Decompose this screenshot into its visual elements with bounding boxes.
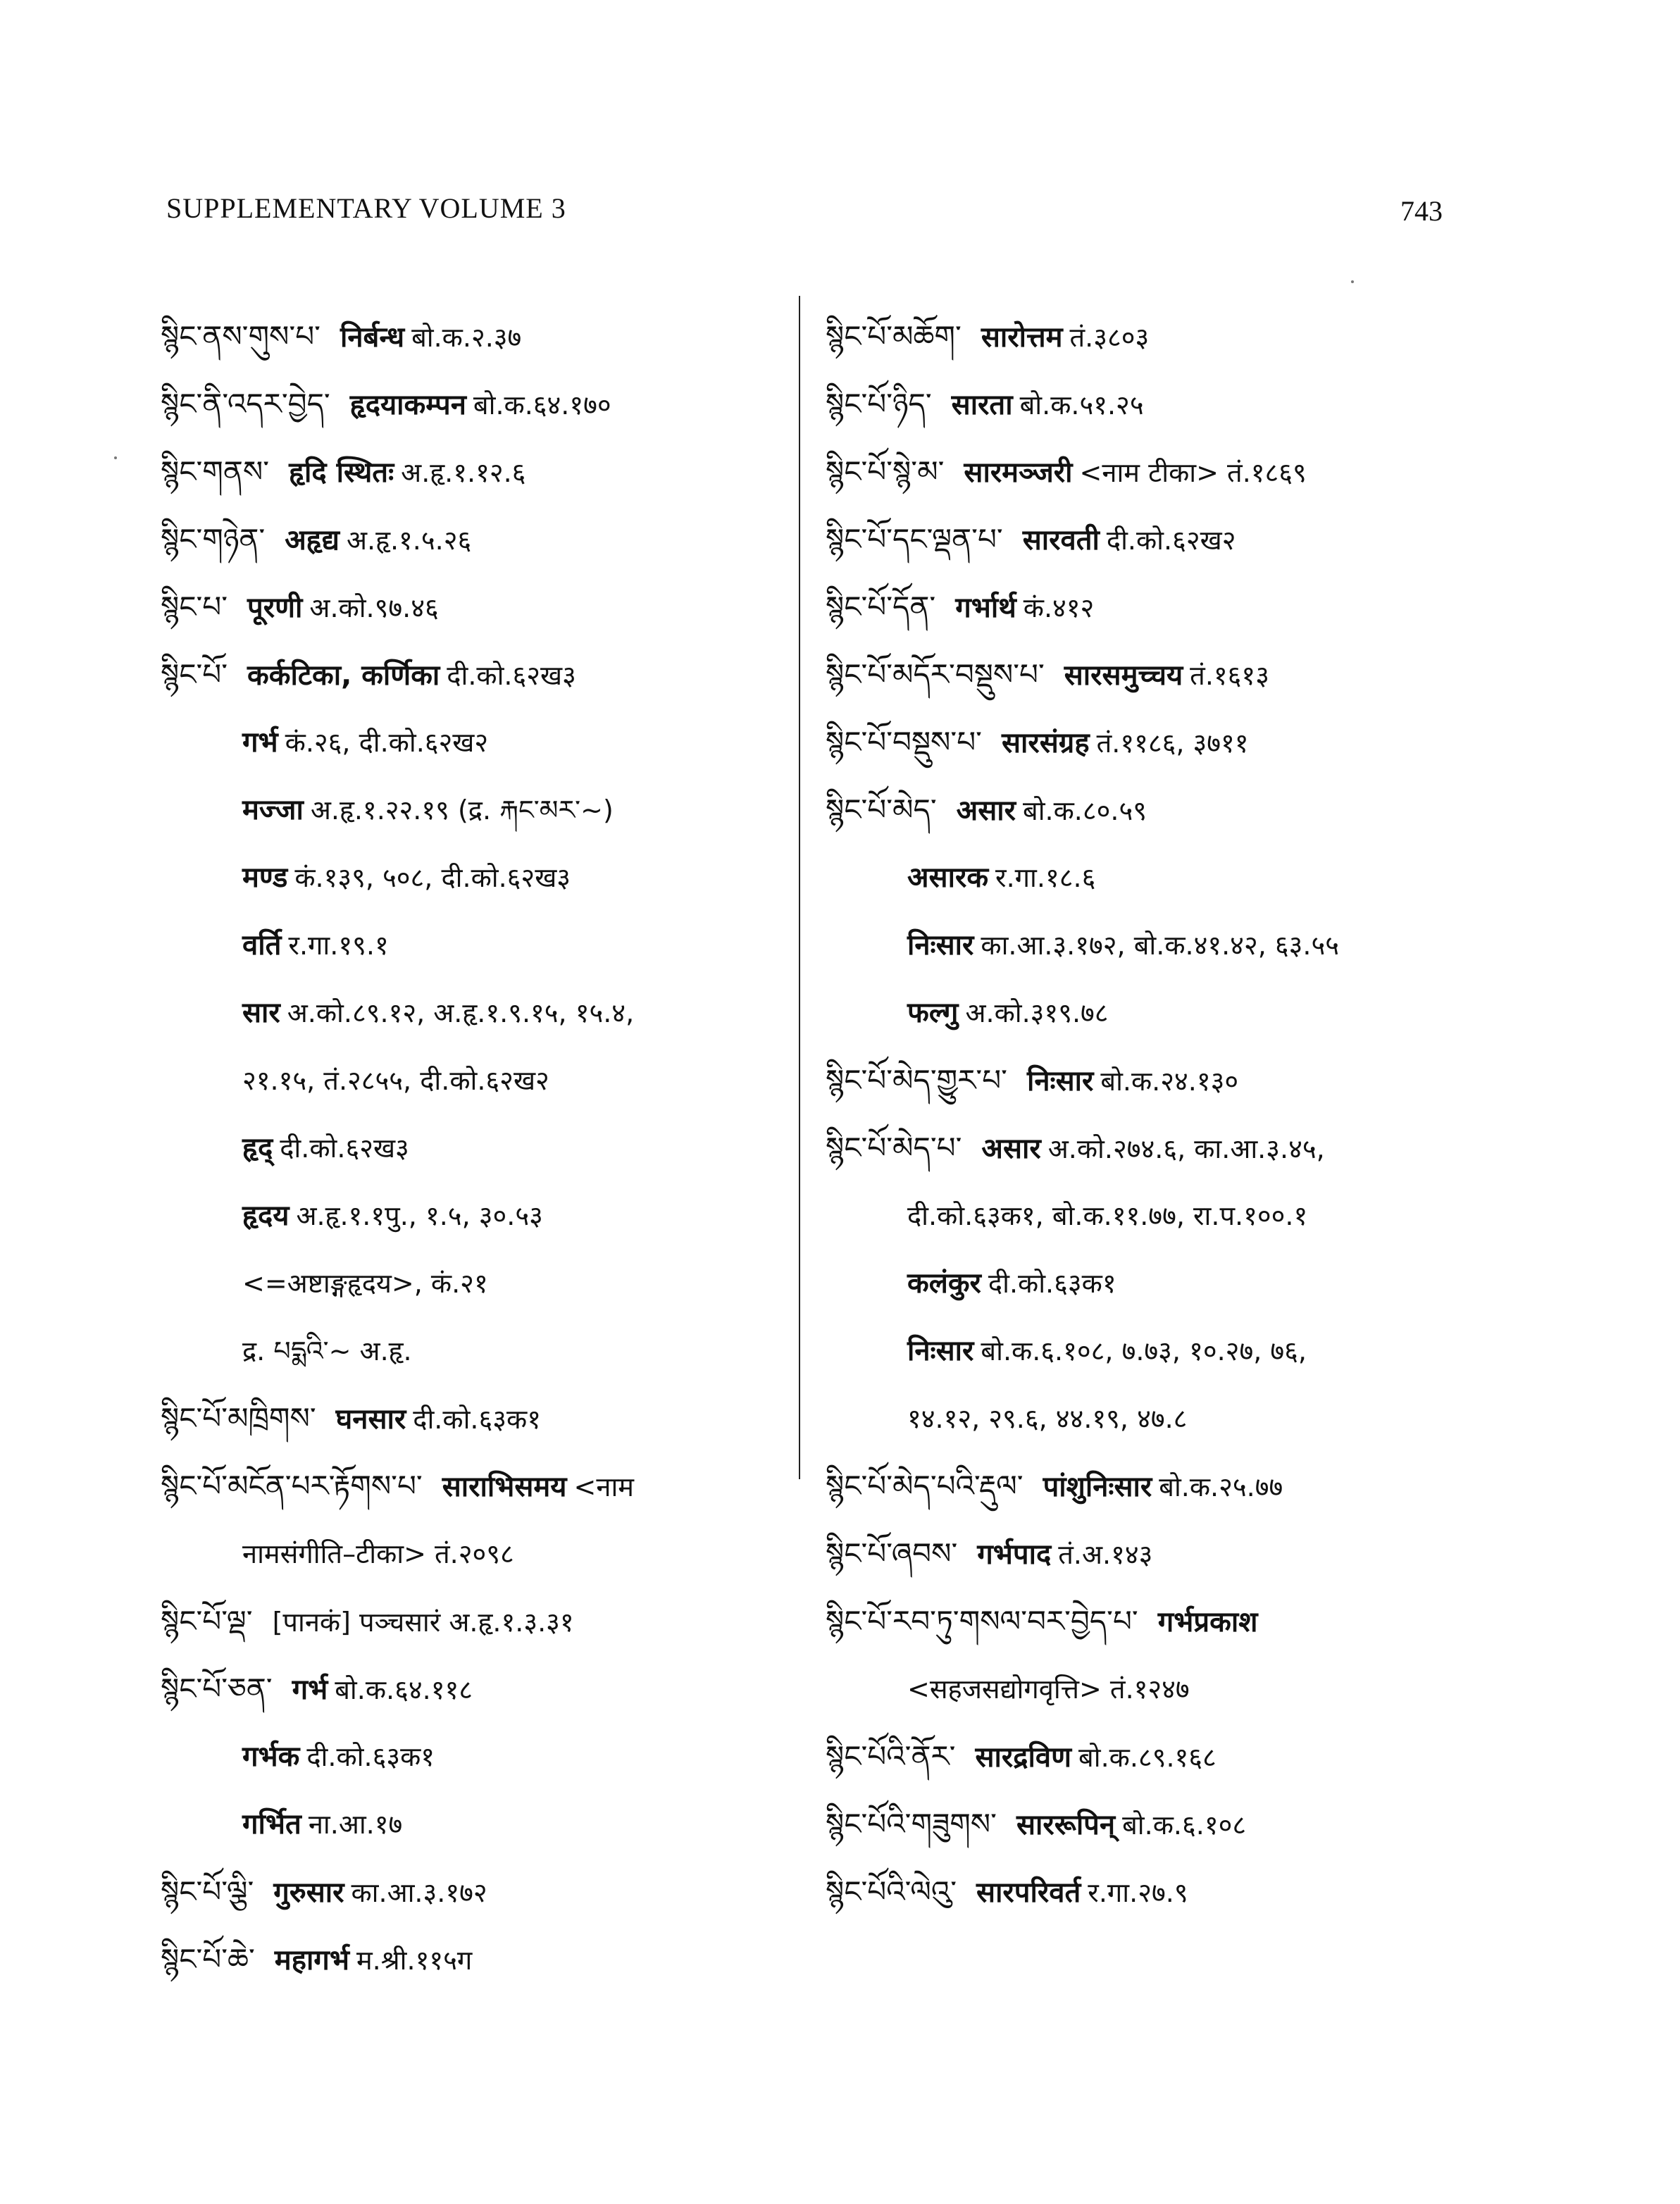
dictionary-entry bbox=[826, 844, 1488, 911]
scan-speck bbox=[1351, 280, 1354, 283]
right-column bbox=[826, 303, 1488, 1926]
tibetan-headword: སྙིང་པོ་ཆེ་ bbox=[161, 1942, 255, 1976]
sanskrit-equivalent: सारमञ्जरी bbox=[964, 456, 1073, 489]
dictionary-entry bbox=[161, 573, 780, 641]
dictionary-entry bbox=[161, 303, 780, 371]
source-reference: र.गा.१९.१ bbox=[288, 930, 389, 961]
source-reference: <=अष्टाङ्गहृदय>, कं.२१ bbox=[242, 1268, 488, 1299]
tibetan-headword: སྙིང་པོ་རབ་ཏུ་གསལ་བར་བྱེད་པ་ bbox=[826, 1604, 1138, 1638]
dictionary-entry bbox=[826, 979, 1488, 1047]
source-reference: बो.क.२४.१३० bbox=[1100, 1066, 1239, 1097]
tibetan-headword: སྙིང་པོ་དང་ལྡན་པ་ bbox=[826, 522, 1003, 556]
tibetan-headword: སྙིང་པོ་མེད་པའི་རྡུལ་ bbox=[826, 1469, 1023, 1503]
tibetan-headword: སྙིང་པོ་མདོར་བསྡུས་པ་ bbox=[826, 657, 1045, 692]
tibetan-headword: སྙིང་པོ་མངོན་པར་རྟོགས་པ་ bbox=[161, 1469, 423, 1503]
dictionary-entry bbox=[826, 1047, 1488, 1114]
dictionary-entry bbox=[161, 1588, 780, 1655]
sanskrit-equivalent: फल्गु bbox=[907, 997, 959, 1029]
dictionary-entry bbox=[826, 1588, 1488, 1655]
sanskrit-equivalent: निःसार bbox=[907, 1335, 974, 1367]
sanskrit-equivalent: हृदयाकम्पन bbox=[349, 389, 466, 421]
dictionary-entry bbox=[826, 303, 1488, 371]
sanskrit-equivalent: घनसार bbox=[335, 1403, 406, 1436]
dictionary-entry bbox=[161, 979, 780, 1047]
sanskrit-equivalent: मण्ड bbox=[242, 861, 288, 894]
source-reference: कं.४१२ bbox=[1023, 592, 1095, 623]
source-reference: बो.क.६४.११८ bbox=[335, 1674, 473, 1705]
dictionary-entry bbox=[161, 506, 780, 573]
source-reference: बो.क.८०.५९ bbox=[1023, 795, 1147, 826]
dictionary-entry bbox=[161, 641, 780, 709]
tibetan-headword: སྙིང་ནི་འདར་བྱེད་ bbox=[161, 387, 330, 421]
sanskrit-equivalent: सारवती bbox=[1022, 524, 1100, 556]
sanskrit-equivalent: सारसंग्रह bbox=[1001, 727, 1090, 759]
source-reference: दी.को.६३क१ bbox=[413, 1404, 541, 1435]
tibetan-headword: སྙིང་པོ་ bbox=[161, 657, 228, 692]
sanskrit-equivalent: कर्कटिका, कर्णिका bbox=[247, 659, 440, 692]
tibetan-headword: སྙིང་པོ་ལྡ་ bbox=[161, 1604, 253, 1638]
page-number: 743 bbox=[1400, 195, 1443, 227]
source-reference: तं.३८०३ bbox=[1069, 322, 1150, 353]
source-reference: २१.१५, तं.२८५५, दी.को.६२ख२ bbox=[242, 1065, 549, 1096]
dictionary-entry bbox=[161, 371, 780, 438]
source-reference: का.आ.३.१७२ bbox=[351, 1877, 487, 1908]
dictionary-entry bbox=[161, 1250, 780, 1317]
source-reference: <सहजसद्योगवृत्ति> तं.१२४७ bbox=[907, 1674, 1190, 1705]
source-reference: तं.१६१३ bbox=[1190, 660, 1269, 691]
sanskrit-equivalent: गर्भ bbox=[292, 1674, 328, 1706]
source-reference: द्र. པདྨའི་~ अ.हृ. bbox=[242, 1336, 412, 1366]
dictionary-entry bbox=[826, 1858, 1488, 1926]
source-reference: नामसंगीति–टीका> तं.२०९८ bbox=[242, 1538, 514, 1569]
dictionary-entry bbox=[161, 1452, 780, 1520]
sanskrit-equivalent: गर्भ bbox=[242, 726, 278, 759]
dictionary-entry bbox=[161, 1182, 780, 1250]
scan-speck bbox=[114, 456, 117, 459]
tibetan-headword: སྙིང་པོ་ཉིད་ bbox=[826, 387, 932, 421]
source-reference: बो.क.६.१०८, ७.७३, १०.२७, ७६, bbox=[981, 1336, 1307, 1366]
sanskrit-equivalent: सारता bbox=[951, 389, 1013, 421]
source-reference: का.आ.३.१७२, बो.क.४१.४२, ६३.५५ bbox=[981, 930, 1339, 961]
dictionary-entry bbox=[161, 1858, 780, 1926]
tibetan-headword: སྙིང་པོ་ཞབས་ bbox=[826, 1536, 958, 1571]
source-reference: तं.११८६, ३७११ bbox=[1096, 728, 1249, 759]
tibetan-headword: སྙིང་གཉེན་ bbox=[161, 522, 266, 556]
source-reference: कं.२६, दी.को.६२ख२ bbox=[285, 727, 489, 758]
dictionary-entry bbox=[161, 1114, 780, 1182]
sanskrit-equivalent: निर्बन्ध bbox=[340, 321, 405, 354]
dictionary-entry bbox=[161, 1926, 780, 1993]
source-reference: [पानकं] पञ्चसारं अ.हृ.१.३.३१ bbox=[272, 1607, 574, 1638]
dictionary-entry bbox=[826, 1250, 1488, 1317]
left-column bbox=[161, 303, 780, 1993]
dictionary-entry bbox=[826, 641, 1488, 709]
source-reference: दी.को.६३क१ bbox=[306, 1741, 435, 1772]
source-reference: अ.को.८९.१२, अ.हृ.१.९.१५, १५.४, bbox=[287, 997, 635, 1028]
sanskrit-equivalent: पूरणी bbox=[247, 592, 303, 624]
sanskrit-equivalent: कलंकुर bbox=[907, 1267, 981, 1300]
tibetan-headword: སྙིང་པོ་མེད་གྱུར་པ་ bbox=[826, 1063, 1007, 1097]
dictionary-entry bbox=[826, 1791, 1488, 1858]
dictionary-entry bbox=[826, 1655, 1488, 1723]
dictionary-entry bbox=[161, 438, 780, 506]
source-reference: र.गा.२७.९ bbox=[1088, 1877, 1188, 1908]
sanskrit-equivalent: गर्भपाद bbox=[977, 1538, 1052, 1571]
dictionary-entry bbox=[826, 1723, 1488, 1791]
sanskrit-equivalent: सारद्रविण bbox=[975, 1741, 1072, 1774]
dictionary-entry bbox=[161, 1723, 780, 1791]
column-divider bbox=[799, 296, 800, 1479]
running-head: SUPPLEMENTARY VOLUME 3 bbox=[166, 192, 566, 224]
source-reference: तं.अ.१४३ bbox=[1058, 1539, 1153, 1570]
dictionary-entry bbox=[826, 911, 1488, 979]
source-reference: कं.१३९, ५०८, दी.को.६२ख३ bbox=[294, 862, 571, 893]
tibetan-headword: སྙིང་པོ་མཆོག་ bbox=[826, 319, 962, 354]
source-reference: अ.को.२७४.६, का.आ.३.४५, bbox=[1047, 1133, 1325, 1164]
tibetan-headword: སྙིང་པོ་བསྡུས་པ་ bbox=[826, 725, 982, 759]
sanskrit-equivalent: वर्ति bbox=[242, 929, 282, 961]
sanskrit-equivalent: पांशुनिःसार bbox=[1043, 1471, 1152, 1503]
dictionary-entry bbox=[161, 1385, 780, 1452]
sanskrit-equivalent: गर्भार्थ bbox=[955, 592, 1016, 624]
dictionary-entry bbox=[826, 709, 1488, 776]
sanskrit-equivalent: असार bbox=[956, 795, 1016, 827]
source-reference: अ.को.९७.४६ bbox=[309, 592, 439, 623]
source-reference: र.गा.१८.६ bbox=[995, 862, 1096, 893]
tibetan-headword: སྙིང་པོ་ཅན་ bbox=[161, 1671, 273, 1706]
dictionary-entry bbox=[826, 573, 1488, 641]
dictionary-entry bbox=[161, 1520, 780, 1588]
source-reference: बो.क.६४.१७० bbox=[473, 390, 611, 421]
dictionary-entry bbox=[161, 911, 780, 979]
dictionary-entry bbox=[161, 1791, 780, 1858]
sanskrit-equivalent: गुरुसार bbox=[273, 1876, 344, 1909]
sanskrit-equivalent: हृद् bbox=[242, 1132, 273, 1164]
dictionary-entry bbox=[161, 776, 780, 844]
sanskrit-equivalent: सार bbox=[242, 997, 280, 1029]
source-reference: दी.को.६३क१ bbox=[988, 1268, 1116, 1299]
sanskrit-equivalent: गर्भक bbox=[242, 1741, 300, 1773]
source-reference: १४.१२, २९.६, ४४.१९, ४७.८ bbox=[907, 1403, 1188, 1434]
dictionary-entry bbox=[826, 506, 1488, 573]
dictionary-entry bbox=[161, 709, 780, 776]
dictionary-entry bbox=[826, 776, 1488, 844]
sanskrit-equivalent: मज्जा bbox=[242, 794, 304, 826]
source-reference: बो.क.२.३७ bbox=[411, 322, 522, 353]
sanskrit-equivalent: निःसार bbox=[1026, 1065, 1094, 1097]
sanskrit-equivalent: हृदय bbox=[242, 1200, 290, 1232]
tibetan-headword: སྙིང་པོ་ལྕི་ bbox=[161, 1874, 254, 1909]
sanskrit-equivalent: असारक bbox=[907, 861, 989, 894]
dictionary-entry bbox=[161, 1047, 780, 1114]
tibetan-headword: སྙིང་པོ་མཁྲིགས་ bbox=[161, 1401, 316, 1436]
tibetan-headword: སྙིང་ནས་གུས་པ་ bbox=[161, 319, 321, 354]
sanskrit-equivalent: महागर्भ bbox=[274, 1944, 349, 1976]
source-reference: दी.को.६२ख३ bbox=[447, 660, 576, 691]
sanskrit-equivalent: सारपरिवर्त bbox=[976, 1876, 1081, 1909]
dictionary-entry bbox=[826, 438, 1488, 506]
source-reference: म.श्री.११५ग bbox=[356, 1945, 473, 1976]
source-reference: अ.हृ.१.१पु., १.५, ३०.५३ bbox=[296, 1200, 543, 1231]
source-reference: दी.को.६२ख२ bbox=[1106, 525, 1236, 556]
sanskrit-equivalent: साराभिसमय bbox=[442, 1471, 567, 1503]
source-reference: ना.आ.१७ bbox=[308, 1809, 403, 1840]
source-reference: बो.क.२५.७७ bbox=[1159, 1471, 1283, 1502]
tibetan-headword: སྙིང་གནས་ bbox=[161, 454, 270, 489]
dictionary-entry bbox=[826, 1182, 1488, 1250]
sanskrit-equivalent: साररूपिन् bbox=[1016, 1809, 1116, 1841]
tibetan-headword: སྙིང་པོ་སྙེ་མ་ bbox=[826, 454, 945, 489]
dictionary-entry bbox=[826, 1452, 1488, 1520]
tibetan-headword: སྙིང་པོའི་ནོར་ bbox=[826, 1739, 956, 1774]
dictionary-entry bbox=[161, 1317, 780, 1385]
dictionary-entry bbox=[161, 1655, 780, 1723]
sanskrit-equivalent: हृदि स्थितः bbox=[289, 456, 394, 489]
dictionary-entry bbox=[826, 1520, 1488, 1588]
sanskrit-equivalent: असार bbox=[981, 1133, 1041, 1165]
tibetan-headword: སྙིང་པོ་མེད་པ་ bbox=[826, 1131, 962, 1165]
source-reference: बो.क.६.१०८ bbox=[1122, 1810, 1247, 1841]
sanskrit-equivalent: गर्भित bbox=[242, 1808, 301, 1841]
dictionary-entry bbox=[826, 371, 1488, 438]
source-reference: अ.हृ.१.१२.६ bbox=[401, 457, 526, 488]
source-reference: दी.को.६२ख३ bbox=[280, 1133, 409, 1164]
dictionary-entry bbox=[826, 1317, 1488, 1385]
source-reference: अ.को.३१९.७८ bbox=[965, 997, 1109, 1028]
tibetan-headword: སྙིང་པོ་མེད་ bbox=[826, 792, 937, 827]
source-reference: दी.को.६३क१, बो.क.११.७७, रा.प.१००.१ bbox=[907, 1200, 1308, 1231]
tibetan-headword: སྙིང་པ་ bbox=[161, 590, 228, 624]
source-reference: अ.हृ.१.२२.१९ (द्र. རྐང་མར་~) bbox=[310, 795, 614, 826]
source-reference: <नाम टीका> तं.१८६९ bbox=[1079, 457, 1307, 488]
sanskrit-equivalent: निःसार bbox=[907, 929, 974, 961]
source-reference: बो.क.५१.२५ bbox=[1019, 390, 1144, 421]
tibetan-headword: སྙིང་པོ་དོན་ bbox=[826, 590, 936, 624]
source-reference: अ.हृ.१.५.२६ bbox=[346, 525, 472, 556]
dictionary-entry bbox=[161, 844, 780, 911]
source-reference: बो.क.८९.१६८ bbox=[1078, 1742, 1217, 1773]
source-reference: <नाम bbox=[573, 1471, 635, 1502]
tibetan-headword: སྙིང་པོའི་ལེའུ་ bbox=[826, 1874, 957, 1909]
sanskrit-equivalent: सारसमुच्चय bbox=[1064, 659, 1183, 692]
dictionary-entry bbox=[826, 1385, 1488, 1452]
sanskrit-equivalent: गर्भप्रकाश bbox=[1157, 1606, 1258, 1638]
dictionary-entry bbox=[826, 1114, 1488, 1182]
sanskrit-equivalent: अहृद्य bbox=[285, 524, 340, 556]
tibetan-headword: སྙིང་པོའི་གཟུགས་ bbox=[826, 1807, 997, 1841]
sanskrit-equivalent: सारोत्तम bbox=[981, 321, 1063, 354]
